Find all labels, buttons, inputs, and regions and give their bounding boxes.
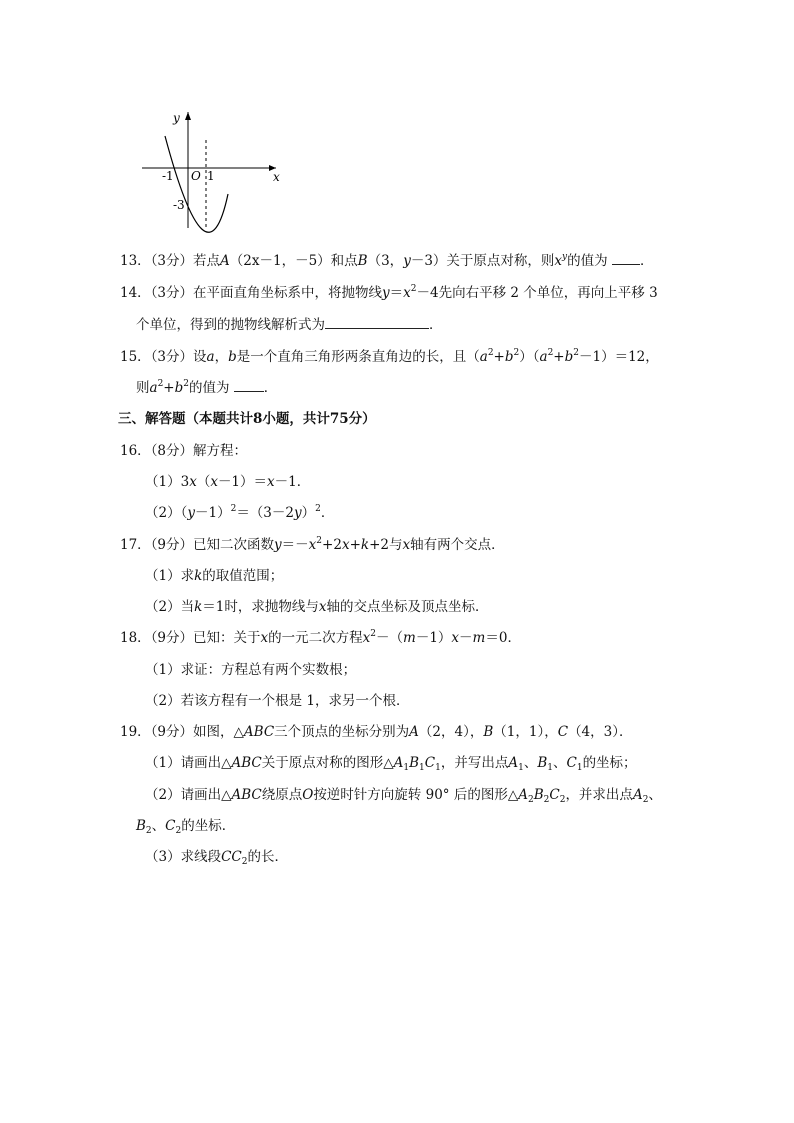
q19-var: B — [136, 818, 146, 834]
question-19-part2 — [0, 783, 794, 803]
q19-text: 的坐标． — [181, 818, 236, 834]
q19-text: 、 — [552, 755, 567, 771]
q14-text: 个单位，得到的抛物线解析式为 — [136, 317, 325, 333]
q14-text: 在平面直角坐标系中，将抛物线 — [193, 285, 383, 301]
q17-text: ＝1时，求抛物线与 — [202, 599, 319, 615]
q18-text: － — [459, 630, 473, 646]
q19-number: 19． — [120, 724, 151, 740]
question-19-part3 — [0, 845, 794, 865]
q19-subscript: 2 — [175, 826, 182, 836]
q13-text: （3， — [367, 253, 404, 269]
q19-points: （9分） — [150, 724, 194, 740]
q17-exponent: 2 — [316, 536, 323, 546]
q15-exponent: 2 — [183, 379, 189, 389]
y-axis-arrow — [185, 112, 191, 120]
q15-exponent: 2 — [513, 348, 520, 358]
q15-var: a — [206, 349, 215, 365]
q15-exponent: 2 — [547, 348, 554, 358]
q19-subscript: 1 — [403, 763, 410, 773]
q19-var: A — [393, 755, 404, 771]
q16-text: －1． — [274, 474, 311, 490]
q15-text: 则 — [136, 380, 150, 396]
question-15-line2 — [0, 376, 794, 396]
q19-var: A — [518, 787, 528, 803]
q18-text: －1） — [415, 630, 452, 646]
q13-text: 的值为 — [567, 253, 608, 269]
q17-text: +2 — [322, 537, 342, 553]
q19-subscript: 2 — [145, 826, 152, 836]
q16-var: x — [267, 474, 275, 490]
q14-var: x — [403, 285, 411, 301]
parabola-graph — [136, 108, 286, 233]
q16-number: 16． — [120, 443, 151, 459]
q19-text: 绕原点 — [261, 787, 303, 803]
q15-points: （3分） — [150, 349, 194, 365]
q19-subscript: 1 — [518, 763, 524, 773]
question-14-line2 — [0, 313, 794, 333]
q17-text: 已知二次函数 — [193, 537, 275, 553]
q16-text: （1）3 — [145, 474, 190, 490]
q14-end: ． — [429, 317, 443, 333]
q16-text: ． — [320, 505, 335, 521]
q16-var: x — [189, 474, 197, 490]
q15-var: b — [504, 349, 514, 365]
q19-subscript: 1 — [547, 763, 553, 773]
q14-exponent: 2 — [410, 284, 417, 294]
question-19-part2-line2 — [0, 814, 794, 834]
q16-var: y — [187, 505, 195, 521]
q19-subscript: 2 — [241, 857, 248, 867]
q15-text: + — [163, 380, 175, 396]
question-17-part1 — [0, 564, 794, 584]
q15-end: ． — [263, 380, 278, 396]
q19-text: ，并写出点 — [440, 755, 509, 771]
q19-text: 的长． — [247, 849, 288, 865]
q19-var: C — [566, 755, 577, 771]
q15-number: 15． — [120, 349, 151, 365]
q16-var: x — [210, 474, 218, 490]
q19-var: ABC — [231, 787, 262, 803]
q15-text: 的值为 — [189, 380, 230, 396]
q13-var: y — [403, 253, 411, 269]
q19-var: ABC — [231, 755, 262, 771]
q18-number: 18． — [120, 630, 151, 646]
q17-var: x — [341, 537, 350, 553]
section-heading: 三、解答题（本题共计8小题，共计75分） — [118, 411, 376, 427]
q13-var: x — [554, 253, 563, 269]
q16-text: －1）＝ — [217, 474, 268, 490]
q15-text: ， — [214, 349, 229, 365]
q16-exponent: 2 — [230, 504, 237, 514]
q15-exponent: 2 — [487, 348, 494, 358]
q19-text: 的坐标； — [582, 755, 637, 771]
q15-var: a — [149, 380, 158, 396]
q14-var: y — [382, 285, 390, 301]
q17-text: 的取值范围； — [202, 568, 284, 584]
origin-label: O — [191, 169, 201, 183]
q16-text: ＝（3－2 — [236, 505, 294, 521]
q13-number: 13． — [120, 253, 151, 269]
q19-text: 、 — [151, 818, 166, 834]
tick-neg1-label: -1 — [162, 169, 174, 183]
q19-subscript: 2 — [543, 795, 550, 805]
q19-subscript: 2 — [642, 795, 649, 805]
tick-neg3-label: -3 — [173, 198, 185, 212]
q15-text: 设 — [193, 349, 207, 365]
tick-1-label: 1 — [207, 169, 215, 183]
x-axis-label: x — [273, 170, 280, 184]
q15-text: ）（ — [519, 349, 540, 365]
q15-var: b — [564, 349, 574, 365]
q17-text: （1）求 — [145, 568, 195, 584]
q19-subscript: 2 — [559, 795, 566, 805]
q16-text: 解方程： — [193, 443, 248, 459]
q19-text: 如图，△ — [193, 724, 244, 740]
q14-text: －4先向右平移 2 个单位，再向上平移 3 — [416, 285, 658, 301]
q19-var: C — [557, 724, 569, 740]
q16-exponent: 2 — [315, 504, 321, 514]
q18-points: （9分） — [150, 630, 194, 646]
question-16 — [0, 439, 794, 459]
q19-var: A — [508, 755, 519, 771]
question-18 — [0, 626, 794, 646]
q19-var: A — [409, 724, 419, 740]
q17-points: （9分） — [150, 537, 194, 553]
q19-subscript: 1 — [419, 763, 425, 773]
q19-var: ABC — [243, 724, 275, 740]
q17-var: x — [318, 599, 327, 615]
question-18-part1: （1）求证：方程总有两个实数根； — [145, 662, 357, 678]
q17-text: + — [349, 537, 361, 553]
q15-exponent: 2 — [157, 379, 164, 389]
q13-points: （3分） — [150, 253, 194, 269]
q19-var: B — [533, 787, 544, 803]
q15-var: a — [479, 349, 488, 365]
q16-text: ） — [301, 505, 316, 521]
question-13 — [0, 249, 794, 269]
q15-var: b — [174, 380, 184, 396]
q19-text: （1）请画出△ — [145, 755, 232, 771]
q15-text: + — [553, 349, 565, 365]
q15-text: 是一个直角三角形两条直角边的长，且（ — [236, 349, 480, 365]
parabola-curve — [165, 136, 228, 232]
q19-text: （3）求线段 — [145, 849, 222, 865]
y-axis-label: y — [173, 111, 180, 125]
question-16-part1 — [0, 470, 794, 490]
q17-text: ＝－ — [281, 537, 309, 553]
q19-var: CC — [221, 849, 242, 865]
q19-text: （2）请画出△ — [145, 787, 232, 803]
q18-var: x — [362, 630, 371, 646]
q18-text: 的一元二次方程 — [268, 630, 363, 646]
q18-text: ＝0． — [485, 630, 521, 646]
q18-text: －（ — [376, 630, 404, 646]
q19-subscript: 2 — [527, 795, 534, 805]
q14-text: ＝ — [389, 285, 404, 301]
question-14 — [0, 281, 794, 301]
q13-end: ． — [639, 253, 654, 269]
q19-text: 、 — [648, 787, 662, 803]
q17-var: x — [308, 537, 317, 553]
q17-text: 轴的交点坐标及顶点坐标． — [326, 599, 489, 615]
q17-text: 轴有两个交点． — [410, 537, 505, 553]
question-18-part2: （2）若该方程有一个根是 1，求另一个根． — [145, 693, 410, 709]
q19-var: B — [483, 724, 494, 740]
q16-points: （8分） — [150, 443, 194, 459]
q18-var: x — [260, 630, 269, 646]
q13-text: －3）关于原点对称，则 — [410, 253, 555, 269]
question-15 — [0, 345, 794, 365]
question-17 — [0, 533, 794, 553]
q16-text: （ — [196, 474, 211, 490]
q17-number: 17． — [120, 537, 151, 553]
question-19 — [0, 720, 794, 740]
q19-var: C — [549, 787, 560, 803]
question-16-part2 — [0, 501, 794, 521]
q19-text: 按逆时针方向旋转 90° 后的图形△ — [313, 787, 519, 803]
question-19-part1 — [0, 751, 794, 771]
q17-text: +2与 — [369, 537, 403, 553]
q19-var: B — [409, 755, 420, 771]
q13-point-a: A — [220, 253, 230, 269]
q17-var: k — [360, 537, 370, 553]
q19-text: 三个顶点的坐标分别为 — [274, 724, 410, 740]
q19-text: 关于原点对称的图形△ — [261, 755, 394, 771]
q19-var: A — [632, 787, 643, 803]
q13-point-b: B — [357, 253, 368, 269]
q17-var: x — [402, 537, 411, 553]
q19-var: C — [424, 755, 436, 771]
q14-points: （3分） — [150, 285, 194, 301]
answer-blank[interactable] — [325, 316, 429, 329]
q15-exponent: 2 — [573, 348, 579, 358]
q18-text: 已知：关于 — [193, 630, 261, 646]
q15-text: －1）＝12， — [579, 349, 659, 365]
q16-text: （2）（ — [145, 505, 188, 521]
q19-subscript: 1 — [435, 763, 441, 773]
q15-text: + — [493, 349, 505, 365]
q18-var: m — [403, 630, 416, 646]
q13-text: 若点 — [193, 253, 221, 269]
q13-text: （2x－1，－5）和点 — [229, 253, 358, 269]
q17-var: k — [194, 568, 203, 584]
q19-subscript: 1 — [576, 763, 583, 773]
q15-var: a — [539, 349, 548, 365]
answer-blank[interactable] — [612, 252, 640, 265]
q18-var: m — [472, 630, 486, 646]
q17-var: y — [274, 537, 282, 553]
q16-text: －1） — [194, 505, 231, 521]
question-17-part2 — [0, 595, 794, 615]
q19-text: ，并求出点 — [565, 787, 633, 803]
answer-blank[interactable] — [234, 379, 264, 392]
q19-var: O — [302, 787, 314, 803]
q14-number: 14． — [120, 285, 151, 301]
q19-var: C — [165, 818, 176, 834]
q13-exponent: y — [562, 252, 568, 262]
q18-var: x — [451, 630, 460, 646]
q17-var: k — [194, 599, 203, 615]
q17-text: （2）当 — [145, 599, 195, 615]
q19-text: （4，3）． — [568, 724, 633, 740]
q19-var: B — [537, 755, 548, 771]
q19-text: （2，4）， — [418, 724, 484, 740]
q15-var: b — [228, 349, 237, 365]
q18-exponent: 2 — [370, 629, 377, 639]
q19-text: （1，1）， — [493, 724, 558, 740]
q19-text: 、 — [523, 755, 538, 771]
q16-var: y — [294, 505, 302, 521]
